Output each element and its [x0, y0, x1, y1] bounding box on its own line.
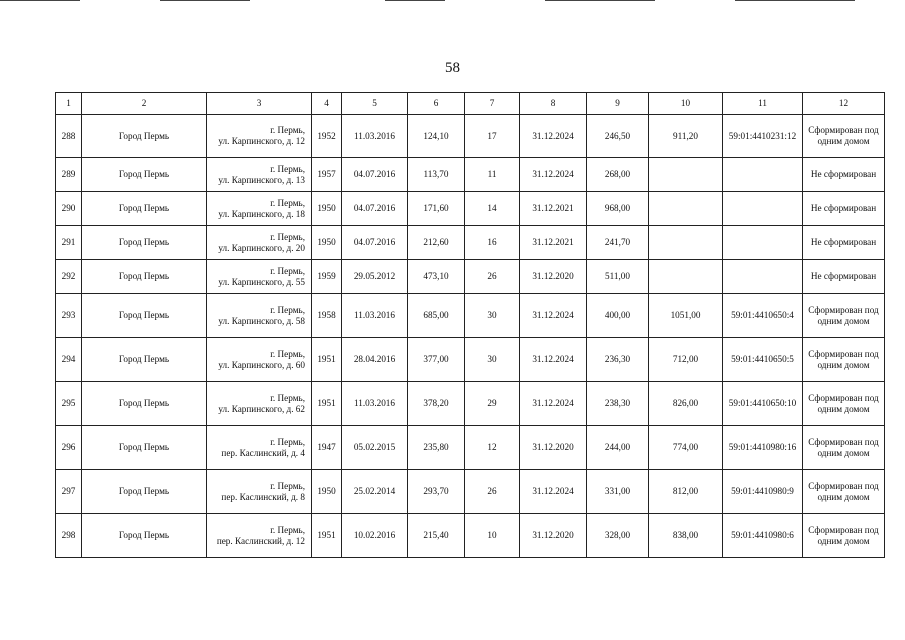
cell-c5: 04.07.2016 [342, 226, 408, 260]
cell-c4: 1947 [312, 426, 342, 470]
column-header: 6 [408, 93, 465, 115]
cell-c11: 59:01:4410650:5 [723, 338, 803, 382]
cell-c7: 10 [465, 514, 520, 558]
cell-c8: 31.12.2024 [520, 470, 587, 514]
cell-c9: 400,00 [587, 294, 649, 338]
address-street: ул. Карпинского, д. 18 [218, 208, 305, 219]
cell-c11 [723, 192, 803, 226]
cell-c7: 12 [465, 426, 520, 470]
cell-c6: 124,10 [408, 115, 465, 158]
cell-c9: 244,00 [587, 426, 649, 470]
cell-c11: 59:01:4410980:9 [723, 470, 803, 514]
address-cell [207, 470, 312, 514]
cell-c9: 241,70 [587, 226, 649, 260]
cell-c5: 29.05.2012 [342, 260, 408, 294]
page-number: 58 [445, 60, 460, 76]
address-city: г. Пермь, [270, 197, 305, 208]
cell-c11 [723, 158, 803, 192]
address-cell [207, 382, 312, 426]
cell-c8: 31.12.2024 [520, 158, 587, 192]
cell-c4: 1951 [312, 382, 342, 426]
scan-edge-line [160, 0, 250, 1]
cell-c1: 295 [56, 382, 82, 426]
cell-c4: 1950 [312, 192, 342, 226]
cell-c1: 292 [56, 260, 82, 294]
cell-c1: 290 [56, 192, 82, 226]
cell-c12: Сформирован под одним домом [803, 115, 885, 158]
table-row [56, 514, 885, 558]
cell-c2: Город Пермь [82, 470, 207, 514]
cell-c10: 774,00 [649, 426, 723, 470]
cell-c1: 291 [56, 226, 82, 260]
address-cell [207, 426, 312, 470]
cell-c4: 1951 [312, 514, 342, 558]
cell-c6: 377,00 [408, 338, 465, 382]
cell-c2: Город Пермь [82, 226, 207, 260]
cell-c7: 14 [465, 192, 520, 226]
cell-c4: 1957 [312, 158, 342, 192]
register-table [55, 92, 885, 558]
address-city: г. Пермь, [270, 231, 305, 242]
column-header: 10 [649, 93, 723, 115]
cell-c12: Сформирован под одним домом [803, 294, 885, 338]
table-row [56, 294, 885, 338]
cell-c11 [723, 260, 803, 294]
cell-c2: Город Пермь [82, 514, 207, 558]
address-street: ул. Карпинского, д. 13 [218, 174, 305, 185]
cell-c8: 31.12.2024 [520, 338, 587, 382]
address-cell [207, 294, 312, 338]
cell-c2: Город Пермь [82, 294, 207, 338]
cell-c2: Город Пермь [82, 426, 207, 470]
cell-c12: Сформирован под одним домом [803, 382, 885, 426]
cell-c2: Город Пермь [82, 115, 207, 158]
cell-c10: 1051,00 [649, 294, 723, 338]
table-row [56, 260, 885, 294]
cell-c10 [649, 192, 723, 226]
cell-c7: 16 [465, 226, 520, 260]
cell-c6: 113,70 [408, 158, 465, 192]
table-row [56, 382, 885, 426]
address-street: ул. Карпинского, д. 20 [218, 242, 305, 253]
cell-c11: 59:01:4410980:6 [723, 514, 803, 558]
column-header: 2 [82, 93, 207, 115]
cell-c2: Город Пермь [82, 192, 207, 226]
cell-c9: 328,00 [587, 514, 649, 558]
scan-edge-line [0, 0, 80, 1]
cell-c12: Сформирован под одним домом [803, 426, 885, 470]
cell-c7: 26 [465, 260, 520, 294]
cell-c6: 171,60 [408, 192, 465, 226]
column-header: 11 [723, 93, 803, 115]
table-row [56, 226, 885, 260]
cell-c12: Не сформирован [803, 226, 885, 260]
cell-c1: 288 [56, 115, 82, 158]
cell-c12: Не сформирован [803, 260, 885, 294]
cell-c4: 1950 [312, 470, 342, 514]
address-cell [207, 158, 312, 192]
cell-c8: 31.12.2020 [520, 514, 587, 558]
cell-c7: 26 [465, 470, 520, 514]
cell-c7: 11 [465, 158, 520, 192]
cell-c5: 11.03.2016 [342, 294, 408, 338]
cell-c6: 378,20 [408, 382, 465, 426]
cell-c2: Город Пермь [82, 260, 207, 294]
column-header: 9 [587, 93, 649, 115]
cell-c10 [649, 158, 723, 192]
address-city: г. Пермь, [270, 265, 305, 276]
address-city: г. Пермь, [270, 163, 305, 174]
cell-c10: 826,00 [649, 382, 723, 426]
table-row [56, 158, 885, 192]
column-header: 8 [520, 93, 587, 115]
cell-c5: 11.03.2016 [342, 115, 408, 158]
cell-c1: 297 [56, 470, 82, 514]
cell-c8: 31.12.2024 [520, 115, 587, 158]
table-row [56, 115, 885, 158]
cell-c1: 294 [56, 338, 82, 382]
cell-c9: 236,30 [587, 338, 649, 382]
address-street: пер. Каслинский, д. 8 [221, 491, 305, 502]
column-header: 4 [312, 93, 342, 115]
cell-c2: Город Пермь [82, 158, 207, 192]
cell-c8: 31.12.2024 [520, 294, 587, 338]
cell-c7: 17 [465, 115, 520, 158]
table-row [56, 426, 885, 470]
cell-c5: 05.02.2015 [342, 426, 408, 470]
column-header: 7 [465, 93, 520, 115]
cell-c5: 25.02.2014 [342, 470, 408, 514]
address-cell [207, 514, 312, 558]
address-cell [207, 192, 312, 226]
table-row [56, 192, 885, 226]
cell-c8: 31.12.2020 [520, 426, 587, 470]
cell-c12: Сформирован под одним домом [803, 338, 885, 382]
cell-c10 [649, 226, 723, 260]
cell-c11: 59:01:4410650:10 [723, 382, 803, 426]
cell-c10: 812,00 [649, 470, 723, 514]
cell-c12: Сформирован под одним домом [803, 470, 885, 514]
cell-c5: 11.03.2016 [342, 382, 408, 426]
cell-c9: 511,00 [587, 260, 649, 294]
cell-c2: Город Пермь [82, 382, 207, 426]
address-city: г. Пермь, [270, 524, 305, 535]
cell-c1: 296 [56, 426, 82, 470]
address-street: пер. Каслинский, д. 12 [216, 535, 305, 546]
cell-c12: Не сформирован [803, 158, 885, 192]
cell-c6: 685,00 [408, 294, 465, 338]
address-cell [207, 338, 312, 382]
address-street: ул. Карпинского, д. 58 [218, 315, 305, 326]
address-city: г. Пермь, [270, 480, 305, 491]
address-city: г. Пермь, [270, 436, 305, 447]
cell-c2: Город Пермь [82, 338, 207, 382]
cell-c6: 235,80 [408, 426, 465, 470]
cell-c9: 968,00 [587, 192, 649, 226]
column-header: 3 [207, 93, 312, 115]
address-city: г. Пермь, [270, 125, 305, 135]
cell-c12: Не сформирован [803, 192, 885, 226]
cell-c4: 1951 [312, 338, 342, 382]
cell-c8: 31.12.2021 [520, 226, 587, 260]
cell-c10 [649, 260, 723, 294]
scan-edge-line [385, 0, 445, 1]
cell-c10: 838,00 [649, 514, 723, 558]
cell-c6: 473,10 [408, 260, 465, 294]
address-cell [207, 226, 312, 260]
address-city: г. Пермь, [270, 392, 305, 403]
cell-c12: Сформирован под одним домом [803, 514, 885, 558]
cell-c10: 712,00 [649, 338, 723, 382]
address-city: г. Пермь, [270, 348, 305, 359]
cell-c7: 29 [465, 382, 520, 426]
cell-c10: 911,20 [649, 115, 723, 158]
address-street: ул. Карпинского, д. 62 [218, 403, 305, 414]
cell-c4: 1958 [312, 294, 342, 338]
cell-c4: 1952 [312, 115, 342, 158]
cell-c1: 289 [56, 158, 82, 192]
header-row [56, 93, 885, 115]
cell-c8: 31.12.2021 [520, 192, 587, 226]
cell-c6: 212,60 [408, 226, 465, 260]
cell-c4: 1959 [312, 260, 342, 294]
address-street: ул. Карпинского, д. 60 [218, 359, 305, 370]
cell-c6: 215,40 [408, 514, 465, 558]
cell-c6: 293,70 [408, 470, 465, 514]
cell-c11: 59:01:4410231:12 [723, 115, 803, 158]
address-cell [207, 260, 312, 294]
column-header: 12 [803, 93, 885, 115]
column-header: 5 [342, 93, 408, 115]
cell-c1: 298 [56, 514, 82, 558]
column-header: 1 [56, 93, 82, 115]
cell-c7: 30 [465, 294, 520, 338]
cell-c4: 1950 [312, 226, 342, 260]
cell-c5: 04.07.2016 [342, 158, 408, 192]
cell-c7: 30 [465, 338, 520, 382]
cell-c9: 268,00 [587, 158, 649, 192]
scan-edge-line [735, 0, 855, 1]
address-street: ул. Карпинского, д. 12 [218, 136, 305, 146]
cell-c8: 31.12.2024 [520, 382, 587, 426]
cell-c5: 04.07.2016 [342, 192, 408, 226]
address-city: г. Пермь, [270, 304, 305, 315]
cell-c9: 238,30 [587, 382, 649, 426]
cell-c11: 59:01:4410650:4 [723, 294, 803, 338]
address-street: пер. Каслинский, д. 4 [221, 447, 305, 458]
cell-c9: 331,00 [587, 470, 649, 514]
address-street: ул. Карпинского, д. 55 [218, 276, 305, 287]
cell-c11 [723, 226, 803, 260]
table-row [56, 470, 885, 514]
cell-c11: 59:01:4410980:16 [723, 426, 803, 470]
cell-c5: 10.02.2016 [342, 514, 408, 558]
scan-edge-line [545, 0, 655, 1]
cell-c9: 246,50 [587, 115, 649, 158]
table-row [56, 338, 885, 382]
cell-c5: 28.04.2016 [342, 338, 408, 382]
address-cell [207, 115, 312, 158]
cell-c8: 31.12.2020 [520, 260, 587, 294]
cell-c1: 293 [56, 294, 82, 338]
